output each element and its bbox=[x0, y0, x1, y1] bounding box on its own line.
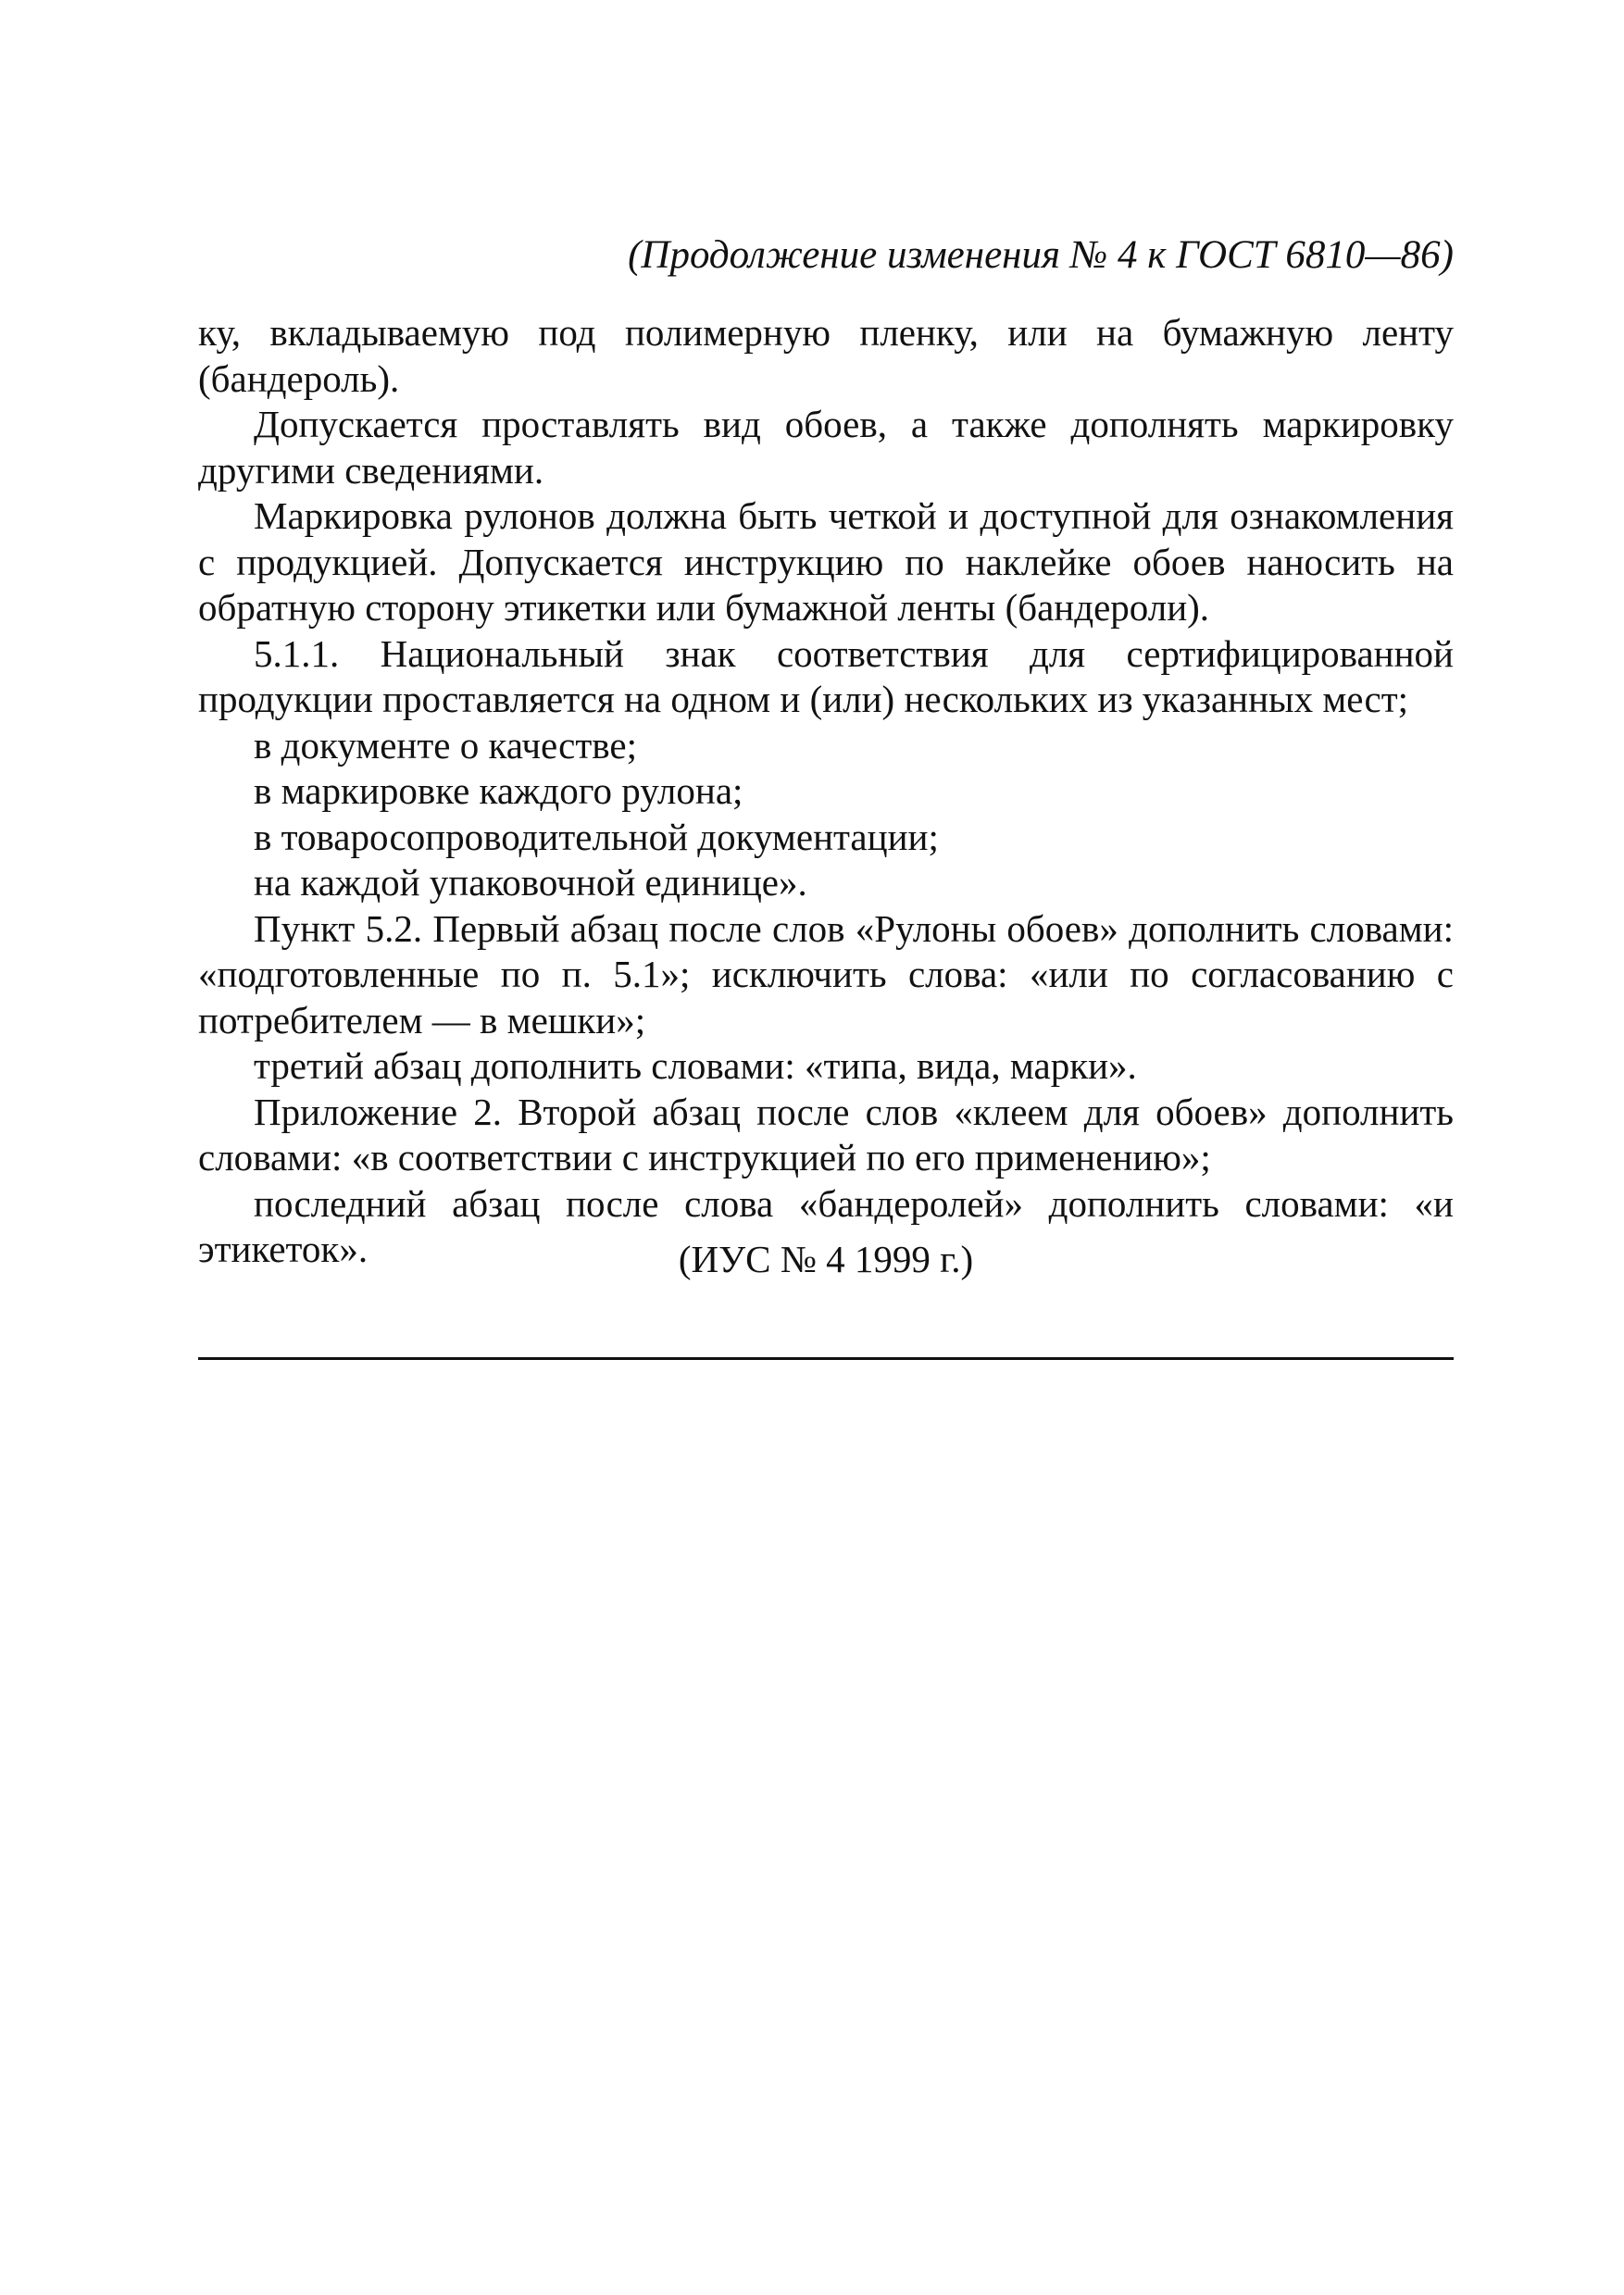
paragraph-1: ку, вкладываемую под полимерную пленку, или на бумажную ленту (бандероль). bbox=[198, 311, 1454, 400]
paragraph-10: третий абзац дополнить словами: «типа, вида, марки». bbox=[254, 1044, 1137, 1087]
paragraph-2: Допускается проставлять вид обоев, а также дополнять маркировку другими сведениями. bbox=[198, 403, 1454, 492]
source-note: (ИУС № 4 1999 г.) bbox=[678, 1238, 974, 1280]
paragraph-8: на каждой упаковочной единице». bbox=[254, 861, 807, 904]
paragraph-4: 5.1.1. Национальный знак соответствия для сертифицированной продукции проставляется на одном и (или) нескольких из указанных мест; bbox=[198, 631, 1454, 720]
paragraph-6: в маркировке каждого рулона; bbox=[254, 769, 743, 812]
page-header: (Продолжение изменения № 4 к ГОСТ 6810—86) bbox=[628, 233, 1454, 277]
paragraph-5: в документе о качестве; bbox=[254, 723, 637, 767]
paragraph-12: последний абзац после слова «бандеролей» дополнить словами: «и этикеток». bbox=[198, 1181, 1454, 1270]
paragraph-9: Пункт 5.2. Первый абзац после слов «Рулоны обоев» дополнить словами: «подготовленные по п. 5.1»; исключить слова: «или по согласованию с потребителем — в мешки»; bbox=[198, 906, 1454, 1041]
horizontal-rule bbox=[198, 1357, 1454, 1360]
paragraph-11: Приложение 2. Второй абзац после слов «клеем для обоев» дополнить словами: «в соответствии с инструкцией по его применению»; bbox=[198, 1090, 1454, 1179]
paragraph-7: в товаросопроводительной документации; bbox=[254, 815, 939, 858]
document-body bbox=[198, 310, 1454, 1273]
paragraph-3: Маркировка рулонов должна быть четкой и доступной для ознакомления с продукцией. Допускается инструкцию по наклейке обоев наносить на обратную сторону этикетки или бумажной ленты (бандероли). bbox=[198, 494, 1454, 629]
